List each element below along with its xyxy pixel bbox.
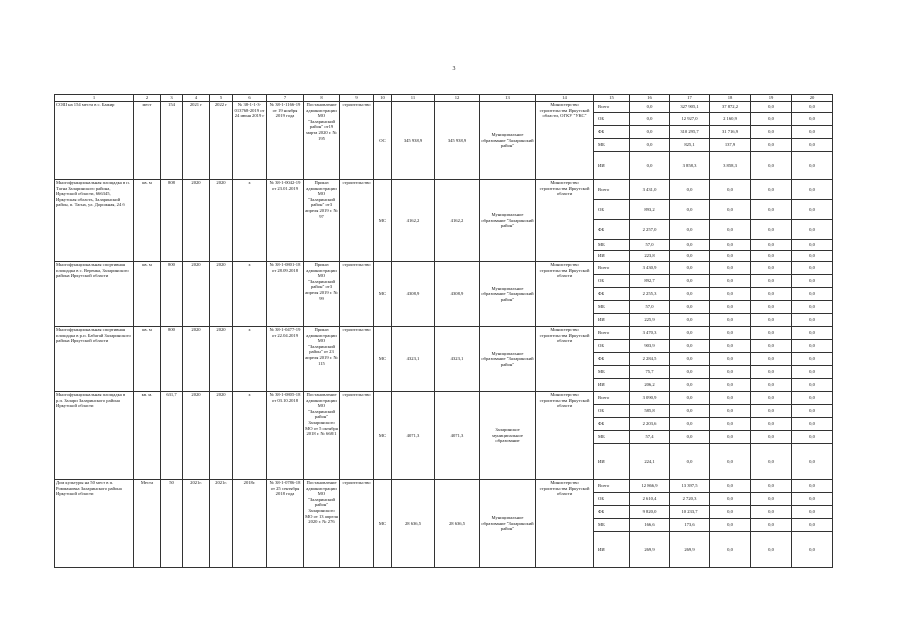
finance-source: ИИ: [594, 379, 630, 392]
start-year: 2020: [183, 327, 210, 392]
finance-source: ИИ: [594, 444, 630, 480]
permit: № 38-1-0786-18 от 25 сентября 2018 года: [267, 480, 304, 568]
finance-value: 0,0: [751, 200, 792, 220]
object-name: Многофункциональная площадка в р.п. Залари Заларинского района Иркутской области: [55, 392, 134, 480]
unit: мест: [134, 102, 161, 180]
finance-value: 0,0: [630, 102, 670, 113]
finance-value: 0,0: [792, 392, 833, 405]
finance-value: 224,1: [630, 444, 670, 480]
cost-current: 345 938,9: [435, 102, 480, 180]
finance-value: 0,0: [792, 366, 833, 379]
start-year: 2020: [183, 180, 210, 262]
customer: Муниципальное образование "Заларинский район": [480, 102, 536, 180]
finance-value: 0,0: [751, 431, 792, 444]
object-name: Многофункциональная спортивная площадка в с. Веренка, Заларинского района Иркутской области: [55, 262, 134, 327]
finance-value: 206,2: [630, 379, 670, 392]
agent: Министерство строительства Иркутской области: [536, 480, 594, 568]
finance-value: 0,0: [751, 353, 792, 366]
finance-value: 0,0: [792, 418, 833, 431]
finance-value: 0,0: [751, 366, 792, 379]
cost-current: 4323,1: [435, 327, 480, 392]
customer: Муниципальное образование "Заларинский район": [480, 480, 536, 568]
finance-source: ФБ: [594, 220, 630, 240]
column-number: 11: [392, 95, 435, 102]
finance-value: 0,0: [670, 251, 710, 262]
finance-value: 3 470,3: [630, 327, 670, 340]
finance-value: 57,4: [630, 431, 670, 444]
finance-value: 0,0: [792, 431, 833, 444]
finance-value: 2 203,6: [630, 418, 670, 431]
agent: Министерство строительства Иркутской области: [536, 262, 594, 327]
finance-source: ОБ: [594, 340, 630, 353]
finance-value: 0,0: [751, 493, 792, 506]
finance-value: 0,0: [751, 288, 792, 301]
finance-value: 0,0: [792, 327, 833, 340]
column-number: 15: [594, 95, 630, 102]
finance-value: 0,0: [751, 314, 792, 327]
finance-value: 0,0: [792, 353, 833, 366]
table-row: [55, 392, 833, 405]
finance-value: 0,0: [751, 102, 792, 113]
finance-source: ОБ: [594, 113, 630, 126]
finance-value: 0,0: [710, 288, 751, 301]
finance-value: 0,0: [792, 126, 833, 139]
finance-value: 0,0: [751, 392, 792, 405]
finance-source: ИИ: [594, 314, 630, 327]
fund-type: МС: [374, 480, 392, 568]
finance-value: 0,0: [751, 126, 792, 139]
finance-source: ОБ: [594, 405, 630, 418]
finance-value: 166,6: [630, 519, 670, 532]
agent: Министерство строительства Иркутской области, ОГКУ "УКС": [536, 102, 594, 180]
table-row: [55, 102, 833, 113]
finance-value: 0,0: [710, 353, 751, 366]
customer: Муниципальное образование "Заларинский район": [480, 180, 536, 262]
finance-value: 2 284,5: [630, 353, 670, 366]
finance-value: 0,0: [710, 220, 751, 240]
decision: Приказ администрации МО "Заларинский район" от3 апреля 2019 г. № 97: [304, 180, 340, 262]
work-type: строительство: [340, 327, 374, 392]
end-year: 2020: [210, 327, 233, 392]
decision: Постановление администрации МО "Заларинский район" Заларинского МО от 5 октября 2018 г. № 668/1: [304, 392, 340, 480]
end-year: 2022 г: [210, 102, 233, 180]
capacity: 50: [161, 480, 183, 568]
expertise: № 38-1-1-3-013768-2019 от 24 июня 2019 г: [233, 102, 267, 180]
agent: Министерство строительства Иркутской области: [536, 180, 594, 262]
finance-value: 0,0: [710, 366, 751, 379]
finance-source: Всего: [594, 392, 630, 405]
finance-value: 0,0: [792, 405, 833, 418]
finance-value: 0,0: [751, 444, 792, 480]
column-number: 9: [340, 95, 374, 102]
finance-source: ФБ: [594, 353, 630, 366]
finance-value: 0,0: [710, 301, 751, 314]
column-number: 17: [670, 95, 710, 102]
finance-value: 137,9: [710, 139, 751, 152]
finance-value: 2 255,3: [630, 288, 670, 301]
finance-value: 903,9: [630, 340, 670, 353]
finance-value: 0,0: [792, 480, 833, 493]
finance-source: ОБ: [594, 493, 630, 506]
finance-source: ФБ: [594, 418, 630, 431]
finance-value: 13 397,5: [670, 480, 710, 493]
finance-value: 0,0: [710, 519, 751, 532]
finance-value: 0,0: [710, 532, 751, 568]
finance-value: 0,0: [792, 251, 833, 262]
finance-value: 0,0: [630, 113, 670, 126]
finance-value: 0,0: [792, 288, 833, 301]
finance-value: 0,0: [710, 405, 751, 418]
finance-source: МБ: [594, 519, 630, 532]
decision: Приказ администрации МО "Заларинский район" от 23 апреля 2019 г. № 115: [304, 327, 340, 392]
finance-value: 10 233,7: [670, 506, 710, 519]
finance-value: 0,0: [710, 418, 751, 431]
finance-value: 892,7: [630, 275, 670, 288]
finance-value: 0,0: [792, 340, 833, 353]
finance-value: 2 160,9: [710, 113, 751, 126]
finance-source: Всего: [594, 102, 630, 113]
finance-value: 3 090,9: [630, 392, 670, 405]
finance-value: 0,0: [710, 251, 751, 262]
capacity: 154: [161, 102, 183, 180]
finance-value: 0,0: [670, 418, 710, 431]
permit: № 38-1-0477-19 от 22.04.2019: [267, 327, 304, 392]
finance-source: ФБ: [594, 506, 630, 519]
finance-value: 0,0: [792, 532, 833, 568]
capacity: 631,7: [161, 392, 183, 480]
finance-value: 0,0: [751, 379, 792, 392]
work-type: строительство: [340, 102, 374, 180]
finance-value: 0,0: [670, 431, 710, 444]
finance-value: 0,0: [710, 480, 751, 493]
finance-source: ИИ: [594, 251, 630, 262]
finance-source: МБ: [594, 366, 630, 379]
finance-value: 2 257,0: [630, 220, 670, 240]
finance-value: 0,0: [792, 301, 833, 314]
cost-estimate: 4323,1: [392, 327, 435, 392]
finance-value: 0,0: [670, 379, 710, 392]
finance-value: 57,0: [630, 240, 670, 251]
end-year: 2021г.: [210, 480, 233, 568]
finance-value: 0,0: [710, 340, 751, 353]
agent: Министерство строительства Иркутской области: [536, 392, 594, 480]
finance-value: 585,8: [630, 405, 670, 418]
work-type: строительство: [340, 392, 374, 480]
finance-value: 0,0: [751, 405, 792, 418]
finance-value: 0,0: [792, 262, 833, 275]
table-row: [55, 180, 833, 200]
finance-value: 0,0: [670, 327, 710, 340]
finance-value: 0,0: [751, 152, 792, 180]
finance-value: 0,0: [792, 200, 833, 220]
cost-estimate: 4308,9: [392, 262, 435, 327]
finance-value: 0,0: [792, 314, 833, 327]
cost-estimate: 4162,2: [392, 180, 435, 262]
finance-value: 0,0: [751, 139, 792, 152]
finance-value: 0,0: [710, 444, 751, 480]
column-number: 20: [792, 95, 833, 102]
column-number: 5: [210, 95, 233, 102]
investment-table: [54, 94, 833, 568]
finance-value: 310 295,7: [670, 126, 710, 139]
finance-value: 0,0: [630, 126, 670, 139]
finance-value: 0,0: [751, 262, 792, 275]
table-row: [55, 262, 833, 275]
permit: № 38-1-0801-18 от 28.09.2018: [267, 262, 304, 327]
unit: Места: [134, 480, 161, 568]
finance-value: 0,0: [670, 392, 710, 405]
column-number-row: [55, 95, 833, 102]
finance-value: 0,0: [630, 139, 670, 152]
capacity: 800: [161, 327, 183, 392]
finance-value: 0,0: [751, 113, 792, 126]
finance-value: 0,0: [751, 220, 792, 240]
fund-type: МС: [374, 262, 392, 327]
permit: № 38-1-0042-19 от 23.01.2019: [267, 180, 304, 262]
cost-current: 28 636,5: [435, 480, 480, 568]
finance-value: 0,0: [670, 220, 710, 240]
finance-source: ОБ: [594, 275, 630, 288]
finance-value: 0,0: [751, 506, 792, 519]
finance-value: 0,0: [792, 240, 833, 251]
finance-value: 0,0: [792, 506, 833, 519]
finance-source: Всего: [594, 180, 630, 200]
table-row: [55, 480, 833, 493]
column-number: 2: [134, 95, 161, 102]
finance-value: 825,1: [670, 139, 710, 152]
customer: Муниципальное образование "Заларинский район": [480, 262, 536, 327]
table-row: [55, 327, 833, 340]
finance-value: 57,0: [630, 301, 670, 314]
agent: Министерство строительства Иркутской области: [536, 327, 594, 392]
column-number: 6: [233, 95, 267, 102]
finance-value: 0,0: [670, 353, 710, 366]
finance-value: 3 858,3: [710, 152, 751, 180]
finance-value: 0,0: [751, 240, 792, 251]
finance-value: 0,0: [670, 240, 710, 251]
customer: Заларинское муниципальное образование: [480, 392, 536, 480]
decision: Приказ администрации МО "Заларинский район" от3 апреля 2019 г. № 99: [304, 262, 340, 327]
finance-value: 0,0: [670, 200, 710, 220]
finance-value: 0,0: [792, 152, 833, 180]
column-number: 18: [710, 95, 751, 102]
finance-value: 269,9: [630, 532, 670, 568]
finance-value: 2 720,3: [670, 493, 710, 506]
finance-source: ИИ: [594, 532, 630, 568]
finance-value: 0,0: [670, 340, 710, 353]
end-year: 2020: [210, 262, 233, 327]
finance-value: 0,0: [710, 506, 751, 519]
finance-value: 12 866,9: [630, 480, 670, 493]
expertise: х: [233, 180, 267, 262]
finance-value: 0,0: [792, 444, 833, 480]
column-number: 3: [161, 95, 183, 102]
finance-source: МБ: [594, 139, 630, 152]
finance-value: 0,0: [751, 480, 792, 493]
finance-value: 0,0: [670, 301, 710, 314]
finance-value: 0,0: [710, 327, 751, 340]
column-number: 1: [55, 95, 134, 102]
finance-value: 9 820,0: [630, 506, 670, 519]
finance-value: 0,0: [792, 102, 833, 113]
unit: кв. м: [134, 262, 161, 327]
fund-type: МС: [374, 180, 392, 262]
fund-type: МС: [374, 327, 392, 392]
expertise: 2018г.: [233, 480, 267, 568]
decision: Постановление администрации МО "Заларинский район" Заларинского МО от 13 апреля 2020 г. № 276: [304, 480, 340, 568]
finance-value: 0,0: [751, 519, 792, 532]
finance-source: Всего: [594, 327, 630, 340]
finance-value: 0,0: [670, 275, 710, 288]
start-year: 2020: [183, 262, 210, 327]
work-type: строительство: [340, 480, 374, 568]
object-name: Многофункциональная площадка в п. Тагна Заларинского района, Иркутской области, 666345, Иркутская область, Заларинский район, п. Тагна, ул. Дорожная, 24 б: [55, 180, 134, 262]
column-number: 12: [435, 95, 480, 102]
finance-source: МБ: [594, 240, 630, 251]
finance-value: 0,0: [792, 379, 833, 392]
column-number: 14: [536, 95, 594, 102]
column-number: 8: [304, 95, 340, 102]
finance-value: 75,7: [630, 366, 670, 379]
finance-value: 0,0: [710, 493, 751, 506]
start-year: 2021 г: [183, 102, 210, 180]
column-number: 16: [630, 95, 670, 102]
expertise: х: [233, 262, 267, 327]
finance-value: 0,0: [792, 519, 833, 532]
start-year: 2021г.: [183, 480, 210, 568]
finance-source: МБ: [594, 301, 630, 314]
column-number: 10: [374, 95, 392, 102]
finance-value: 0,0: [710, 314, 751, 327]
finance-value: 0,0: [751, 180, 792, 200]
object-name: Дом культуры на 50 мест в п. Роммановка Заларинского района Иркутской области: [55, 480, 134, 568]
finance-value: 3 431,0: [630, 180, 670, 200]
work-type: строительство: [340, 262, 374, 327]
finance-value: 223,8: [630, 251, 670, 262]
column-number: 19: [751, 95, 792, 102]
finance-value: 0,0: [751, 532, 792, 568]
finance-value: 31 716,9: [710, 126, 751, 139]
column-number: 4: [183, 95, 210, 102]
finance-source: ФБ: [594, 126, 630, 139]
object-name: Многофункциональная спортивная площадка в р.п. Бабагай Заларинского района Иркутской области: [55, 327, 134, 392]
finance-value: 0,0: [792, 113, 833, 126]
expertise: х: [233, 392, 267, 480]
unit: кв. м: [134, 327, 161, 392]
finance-value: 0,0: [792, 275, 833, 288]
finance-value: 0,0: [670, 288, 710, 301]
end-year: 2020: [210, 392, 233, 480]
cost-current: 4308,9: [435, 262, 480, 327]
work-type: строительство: [340, 180, 374, 262]
cost-estimate: 28 636,5: [392, 480, 435, 568]
start-year: 2020: [183, 392, 210, 480]
finance-value: 0,0: [710, 379, 751, 392]
finance-value: 0,0: [751, 418, 792, 431]
finance-value: 0,0: [792, 220, 833, 240]
unit: кв. м: [134, 180, 161, 262]
finance-source: МБ: [594, 431, 630, 444]
finance-source: ОБ: [594, 200, 630, 220]
finance-source: Всего: [594, 480, 630, 493]
fund-type: ОС: [374, 102, 392, 180]
finance-value: 0,0: [670, 405, 710, 418]
capacity: 800: [161, 262, 183, 327]
expertise: х: [233, 327, 267, 392]
finance-value: 0,0: [670, 180, 710, 200]
finance-source: Всего: [594, 262, 630, 275]
finance-value: 269,9: [670, 532, 710, 568]
finance-value: 225,9: [630, 314, 670, 327]
finance-value: 0,0: [751, 340, 792, 353]
finance-value: 3 430,9: [630, 262, 670, 275]
finance-value: 0,0: [751, 251, 792, 262]
finance-value: 0,0: [670, 262, 710, 275]
finance-value: 173,6: [670, 519, 710, 532]
column-number: 7: [267, 95, 304, 102]
finance-value: 0,0: [710, 240, 751, 251]
end-year: 2020: [210, 180, 233, 262]
finance-value: 0,0: [710, 431, 751, 444]
cost-current: 4071,3: [435, 392, 480, 480]
finance-value: 0,0: [710, 392, 751, 405]
unit: кв. м.: [134, 392, 161, 480]
decision: Постановление администрации МО "Заларинский район" от19 марта 2020 г. № 195: [304, 102, 340, 180]
fund-type: МС: [374, 392, 392, 480]
finance-value: 0,0: [670, 314, 710, 327]
finance-value: 0,0: [630, 152, 670, 180]
finance-value: 12 927,0: [670, 113, 710, 126]
finance-value: 0,0: [792, 139, 833, 152]
finance-value: 3 858,3: [670, 152, 710, 180]
finance-value: 0,0: [710, 180, 751, 200]
finance-source: ИИ: [594, 152, 630, 180]
finance-value: 0,0: [670, 366, 710, 379]
finance-value: 2 610,4: [630, 493, 670, 506]
finance-value: 327 905,1: [670, 102, 710, 113]
permit: № 38-1-0805-18 от 03.10.2018: [267, 392, 304, 480]
finance-value: 0,0: [751, 327, 792, 340]
finance-source: ФБ: [594, 288, 630, 301]
finance-value: 893,2: [630, 200, 670, 220]
finance-value: 0,0: [751, 275, 792, 288]
finance-value: 0,0: [792, 180, 833, 200]
cost-current: 4162,2: [435, 180, 480, 262]
customer: Муниципальное образование "Заларинский район": [480, 327, 536, 392]
finance-value: 0,0: [710, 200, 751, 220]
finance-value: 0,0: [792, 493, 833, 506]
finance-value: 0,0: [710, 275, 751, 288]
finance-value: 0,0: [751, 301, 792, 314]
object-name: СОШ на 154 места в с. Бажир: [55, 102, 134, 180]
cost-estimate: 345 938,9: [392, 102, 435, 180]
permit: № 38-1-1166-19 от 19 ноября 2019 года: [267, 102, 304, 180]
finance-value: 0,0: [710, 262, 751, 275]
capacity: 808: [161, 180, 183, 262]
finance-value: 37 872,2: [710, 102, 751, 113]
cost-estimate: 4071,3: [392, 392, 435, 480]
page-number: 3: [452, 66, 456, 72]
column-number: 13: [480, 95, 536, 102]
finance-value: 0,0: [670, 444, 710, 480]
